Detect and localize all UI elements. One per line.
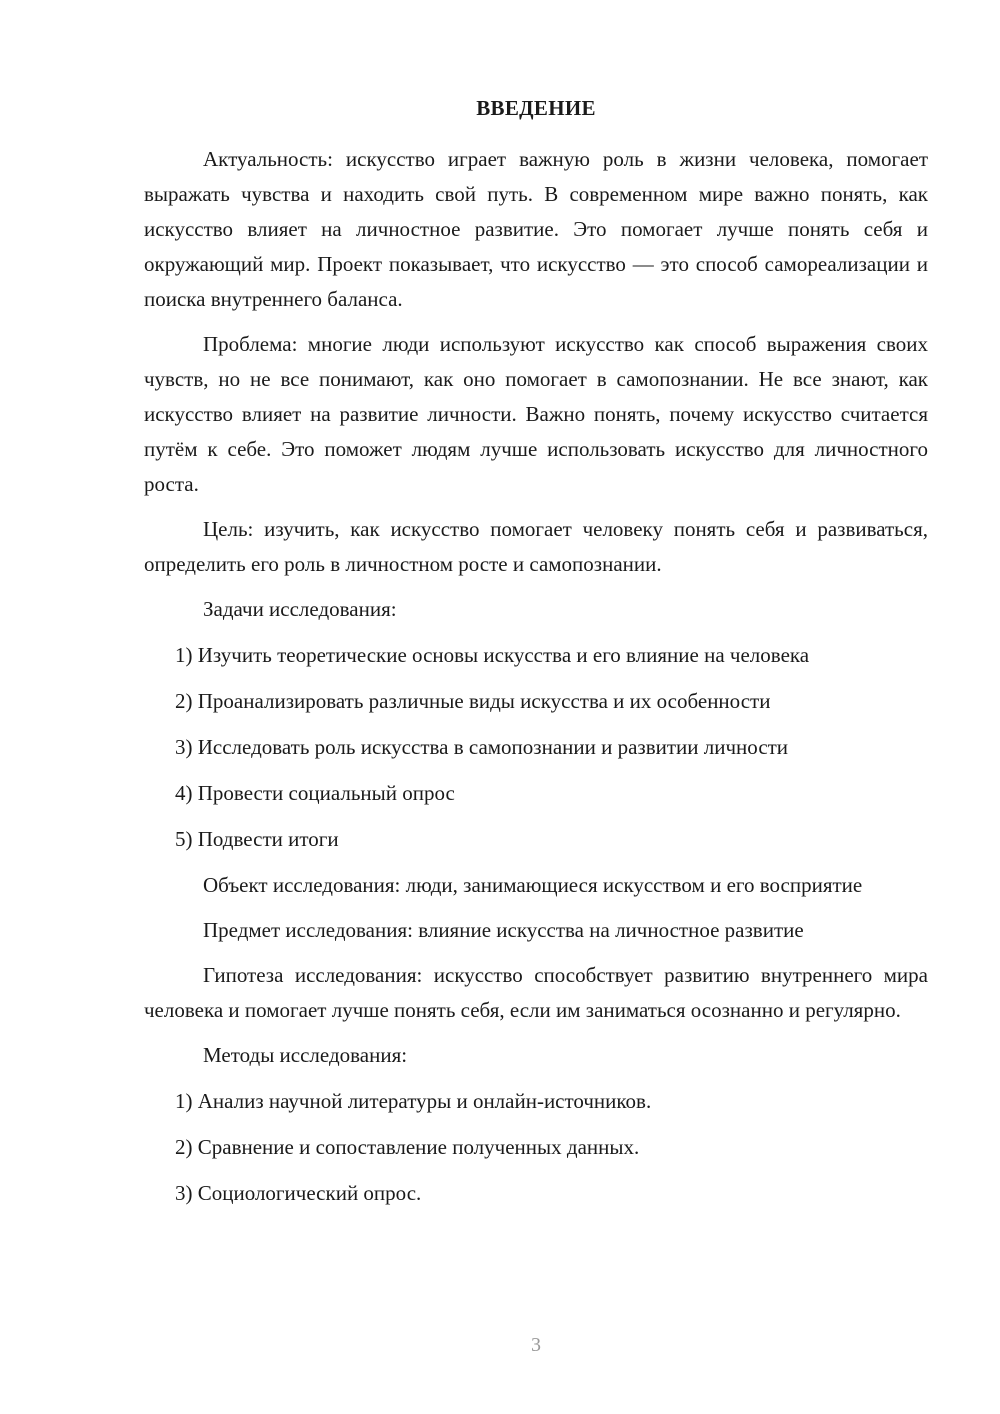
task-item: 4) Провести социальный опрос <box>175 781 455 805</box>
body-text <box>144 142 928 1211</box>
page-number: 3 <box>531 1334 541 1356</box>
task-item: 5) Подвести итоги <box>175 827 339 851</box>
task-item: 3) Исследовать роль искусства в самопознании и развитии личности <box>175 735 789 759</box>
object-paragraph: Объект исследования: люди, занимающиеся искусством и его восприятие <box>203 873 863 897</box>
tasks-heading: Задачи исследования: <box>203 597 397 621</box>
methods-heading: Методы исследования: <box>203 1043 408 1067</box>
goal-paragraph: Цель: изучить, как искусство помогает человеку понять себя и развиваться, определить его роль в личностном росте и самопознании. <box>144 517 928 576</box>
section-title: ВВЕДЕНИЕ <box>476 96 596 120</box>
task-item: 1) Изучить теоретические основы искусства и его влияние на человека <box>175 643 810 667</box>
method-item: 2) Сравнение и сопоставление полученных данных. <box>175 1135 640 1159</box>
subject-paragraph: Предмет исследования: влияние искусства на личностное развитие <box>203 918 804 942</box>
task-item: 2) Проанализировать различные виды искусства и их особенности <box>175 689 771 713</box>
hypothesis-paragraph: Гипотеза исследования: искусство способствует развитию внутреннего мира человека и помогает лучше понять себя, если им заниматься осознанно и регулярно. <box>144 963 928 1022</box>
method-item: 3) Социологический опрос. <box>175 1181 422 1205</box>
relevance-paragraph: Актуальность: искусство играет важную роль в жизни человека, помогает выражать чувства и находить свой путь. В современном мире важно понять, как искусство влияет на личностное развитие. Это помогает лучше понять себя и окружающий мир. Проект показывает, что искусство — это способ самореализации и поиска внутреннего баланса. <box>144 147 928 311</box>
method-item: 1) Анализ научной литературы и онлайн-источников. <box>175 1089 652 1113</box>
problem-paragraph: Проблема: многие люди используют искусство как способ выражения своих чувств, но не все понимают, как оно помогает в самопознании. Не все знают, как искусство влияет на развитие личности. Важно понять, почему искусство считается путём к себе. Это поможет людям лучше использовать искусство для личностного роста. <box>144 332 928 496</box>
